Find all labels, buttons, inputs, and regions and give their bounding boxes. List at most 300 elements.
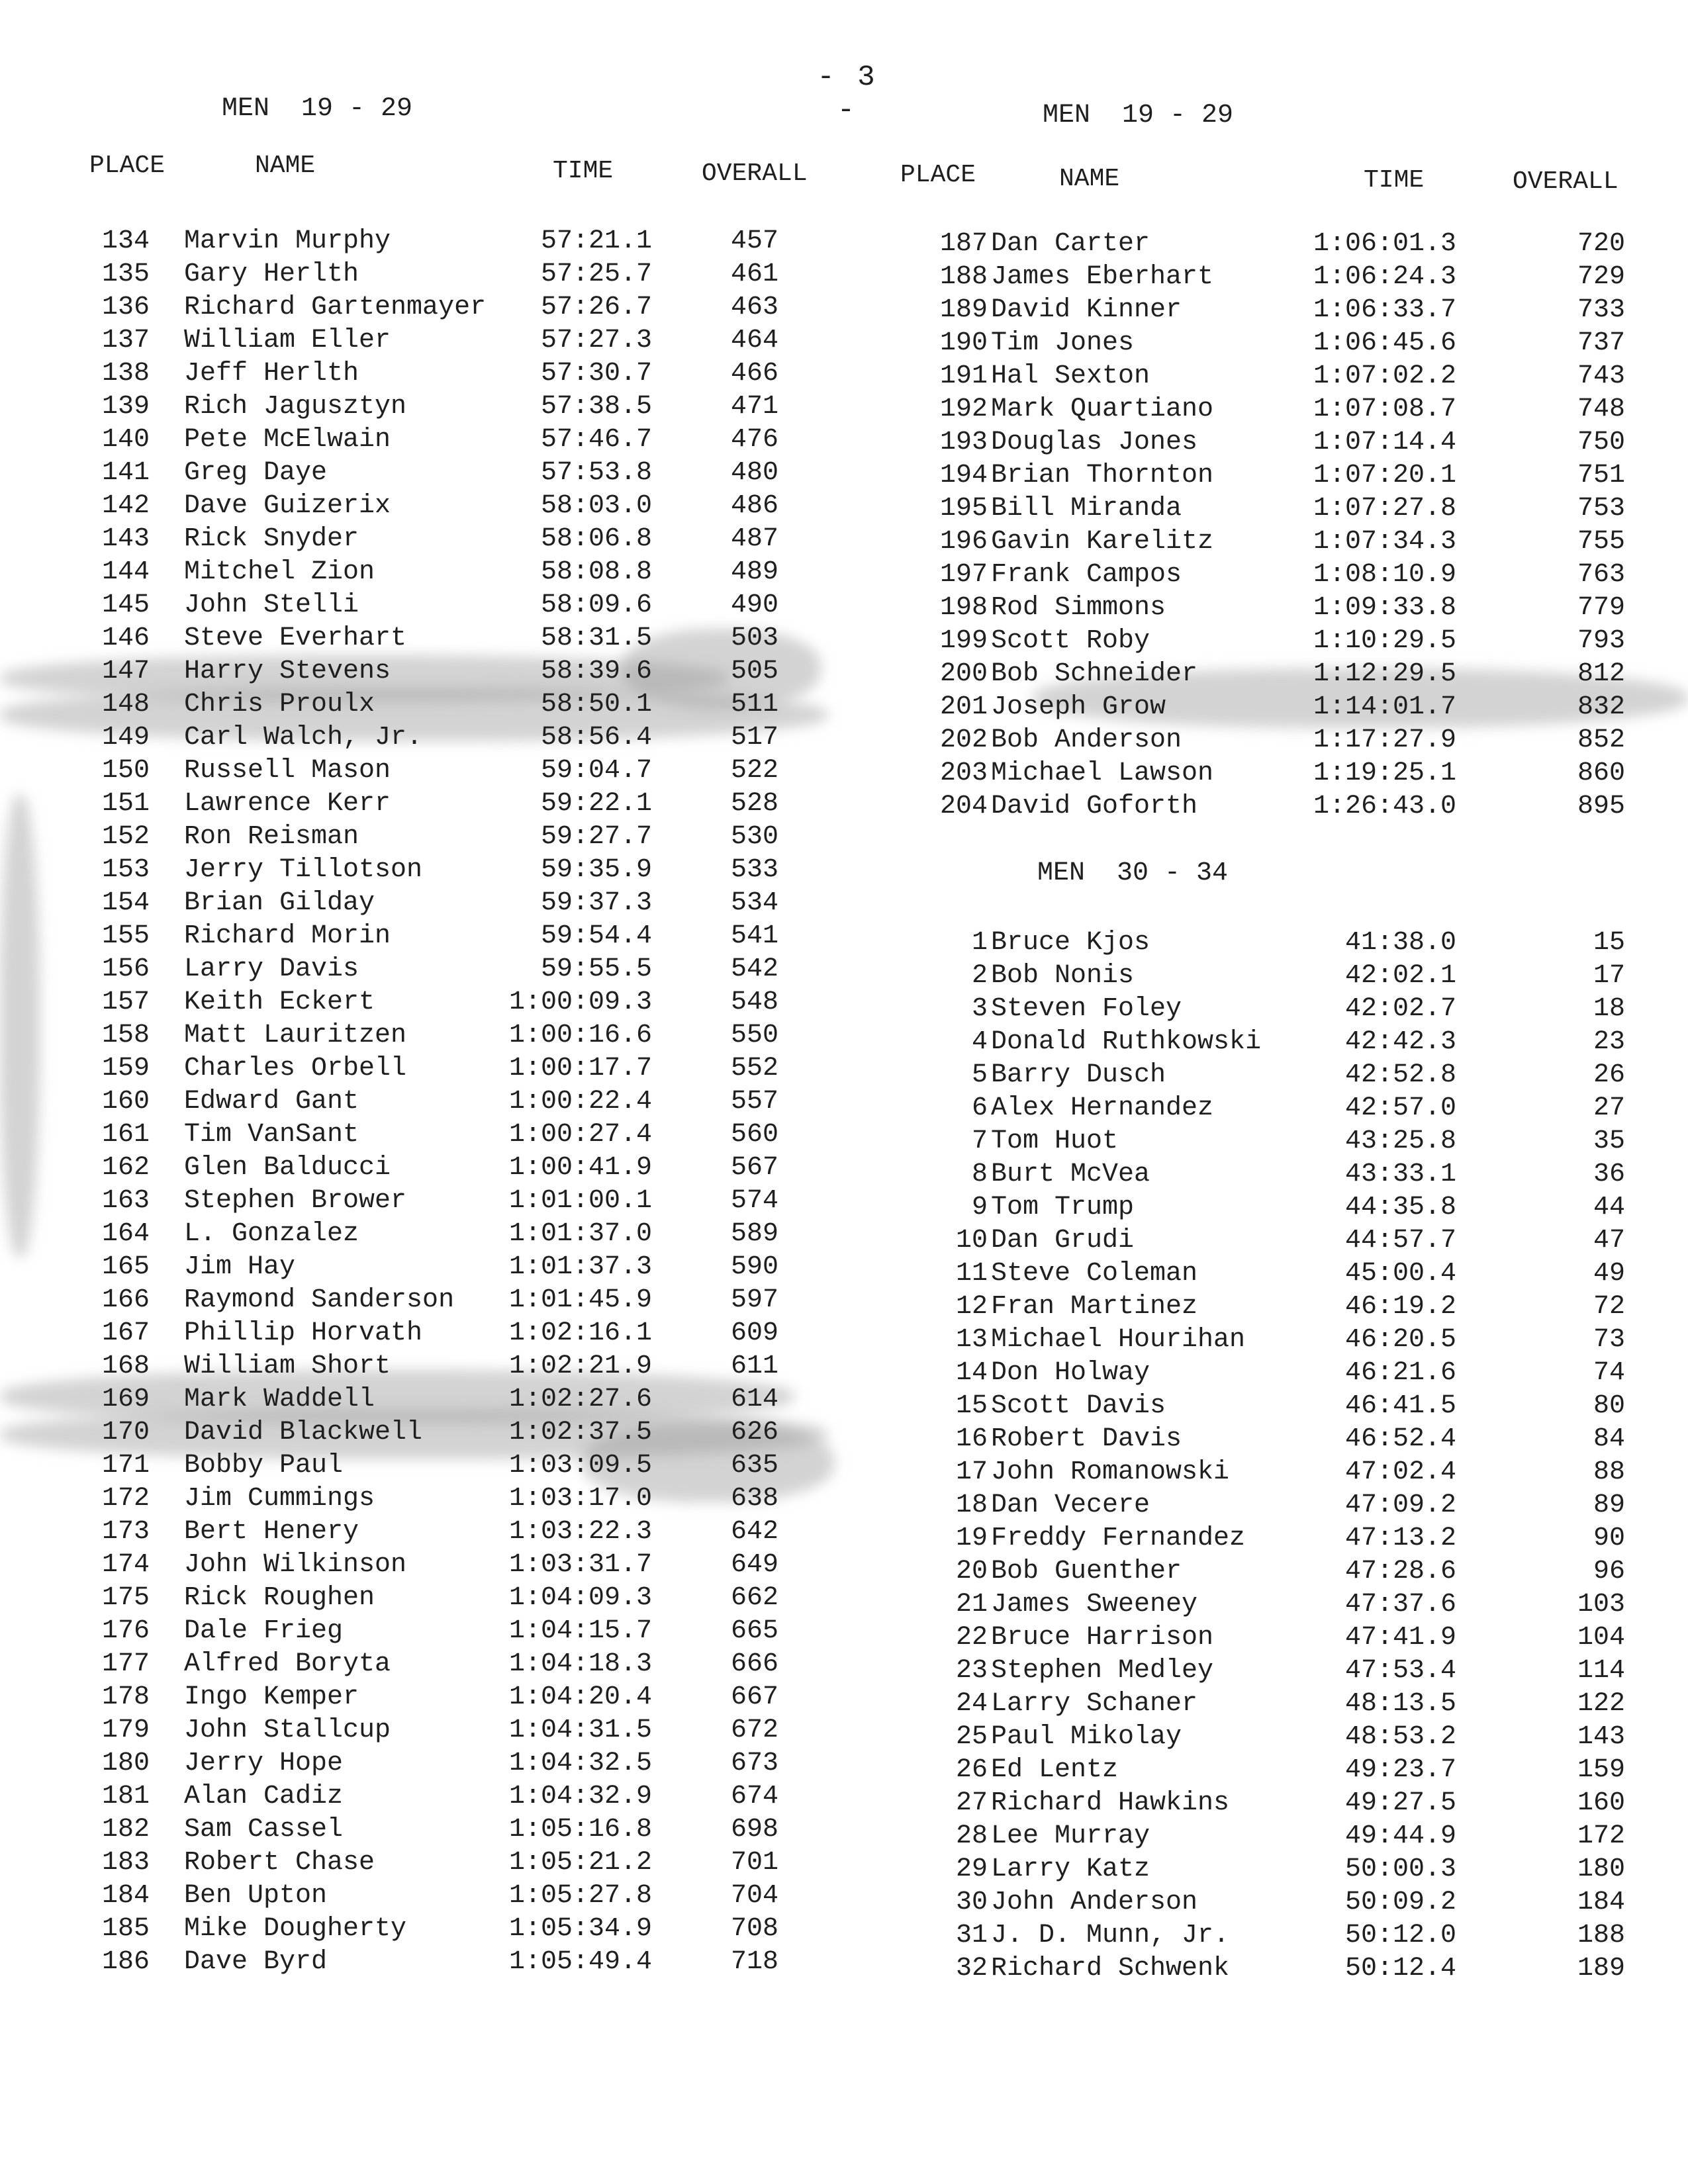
- overall-cell: 667: [731, 1682, 779, 1712]
- name-cell: Larry Schaner: [991, 1689, 1198, 1719]
- place-cell: 22: [955, 1623, 988, 1653]
- overall-cell: 550: [731, 1021, 779, 1050]
- table-row: [0, 953, 844, 986]
- time-cell: 1:03:22.3: [508, 1517, 652, 1547]
- time-cell: 58:56.4: [540, 723, 652, 752]
- place-cell: 16: [955, 1424, 988, 1454]
- place-cell: 186: [101, 1947, 150, 1977]
- time-cell: 46:19.2: [1344, 1292, 1456, 1322]
- overall-cell: 895: [1577, 792, 1625, 821]
- table-row: [844, 724, 1688, 757]
- table-row: [0, 1284, 844, 1317]
- name-cell: Rod Simmons: [991, 593, 1166, 623]
- name-cell: Dave Guizerix: [184, 491, 391, 521]
- place-cell: 1: [971, 928, 988, 958]
- place-cell: 5: [971, 1060, 988, 1090]
- name-cell: Bill Miranda: [991, 494, 1182, 523]
- time-cell: 46:21.6: [1344, 1358, 1456, 1388]
- table-row: [844, 459, 1688, 492]
- place-cell: 145: [101, 590, 150, 620]
- overall-cell: 793: [1577, 626, 1625, 656]
- overall-cell: 574: [731, 1186, 779, 1216]
- name-cell: Tim Jones: [991, 328, 1135, 358]
- time-cell: 57:21.1: [540, 226, 652, 256]
- time-cell: 42:57.0: [1344, 1093, 1456, 1123]
- place-cell: 146: [101, 623, 150, 653]
- overall-cell: 704: [731, 1881, 779, 1911]
- table-row: [0, 721, 844, 754]
- name-cell: J. D. Munn, Jr.: [991, 1921, 1230, 1950]
- table-row: [0, 291, 844, 324]
- overall-cell: 528: [731, 789, 779, 819]
- time-cell: 1:02:21.9: [508, 1351, 652, 1381]
- place-cell: 196: [939, 527, 988, 557]
- overall-cell: 26: [1593, 1060, 1625, 1090]
- section-title-men-19-29: MEN 19 - 29: [222, 94, 413, 124]
- overall-cell: 457: [731, 226, 779, 256]
- name-cell: Sam Cassel: [184, 1815, 344, 1844]
- time-cell: 1:04:32.9: [508, 1782, 652, 1811]
- place-cell: 148: [101, 690, 150, 719]
- name-cell: Burt McVea: [991, 1160, 1150, 1189]
- name-cell: Tom Trump: [991, 1193, 1135, 1222]
- time-cell: 1:03:31.7: [508, 1550, 652, 1580]
- overall-cell: 542: [731, 954, 779, 984]
- time-cell: 59:27.7: [540, 822, 652, 852]
- place-cell: 160: [101, 1087, 150, 1116]
- overall-cell: 180: [1577, 1854, 1625, 1884]
- place-cell: 26: [955, 1755, 988, 1785]
- place-cell: 159: [101, 1054, 150, 1083]
- overall-cell: 184: [1577, 1888, 1625, 1917]
- place-cell: 24: [955, 1689, 988, 1719]
- table-row: [844, 691, 1688, 724]
- place-cell: 170: [101, 1418, 150, 1447]
- table-row: [844, 525, 1688, 559]
- time-cell: 1:14:01.7: [1313, 692, 1456, 722]
- place-cell: 185: [101, 1914, 150, 1944]
- time-cell: 1:00:17.7: [508, 1054, 652, 1083]
- place-cell: 203: [939, 758, 988, 788]
- time-cell: 57:53.8: [540, 458, 652, 488]
- table-row: [844, 327, 1688, 360]
- name-cell: Robert Chase: [184, 1848, 375, 1878]
- place-cell: 195: [939, 494, 988, 523]
- overall-cell: 471: [731, 392, 779, 422]
- time-cell: 1:10:29.5: [1313, 626, 1456, 656]
- name-cell: Larry Davis: [184, 954, 359, 984]
- overall-cell: 590: [731, 1252, 779, 1282]
- table-row: [844, 1621, 1688, 1655]
- table-row: [0, 688, 844, 721]
- time-cell: 1:07:08.7: [1313, 394, 1456, 424]
- place-cell: 2: [971, 961, 988, 991]
- place-cell: 168: [101, 1351, 150, 1381]
- place-cell: 139: [101, 392, 150, 422]
- table-row: [844, 1787, 1688, 1820]
- table-row: [844, 294, 1688, 327]
- table-row: [844, 1489, 1688, 1522]
- name-cell: Marvin Murphy: [184, 226, 391, 256]
- time-cell: 1:04:15.7: [508, 1616, 652, 1646]
- place-cell: 27: [955, 1788, 988, 1818]
- name-cell: Douglas Jones: [991, 428, 1198, 457]
- place-cell: 175: [101, 1583, 150, 1613]
- time-cell: 1:01:45.9: [508, 1285, 652, 1315]
- time-cell: 1:01:37.3: [508, 1252, 652, 1282]
- overall-cell: 597: [731, 1285, 779, 1315]
- time-cell: 42:02.1: [1344, 961, 1456, 991]
- name-cell: Lawrence Kerr: [184, 789, 391, 819]
- place-cell: 151: [101, 789, 150, 819]
- time-cell: 1:00:09.3: [508, 987, 652, 1017]
- table-row: [844, 261, 1688, 294]
- table-row: [844, 1919, 1688, 1952]
- overall-cell: 114: [1577, 1656, 1625, 1686]
- time-cell: 48:53.2: [1344, 1722, 1456, 1752]
- table-row: [0, 1714, 844, 1747]
- table-row: [0, 1185, 844, 1218]
- header-place: PLACE: [900, 161, 976, 189]
- name-cell: Jerry Hope: [184, 1749, 344, 1778]
- overall-cell: 74: [1593, 1358, 1625, 1388]
- time-cell: 1:17:27.9: [1313, 725, 1456, 755]
- time-cell: 1:00:22.4: [508, 1087, 652, 1116]
- place-cell: 15: [955, 1391, 988, 1421]
- table-row: [0, 821, 844, 854]
- name-cell: Mitchel Zion: [184, 557, 375, 587]
- overall-cell: 748: [1577, 394, 1625, 424]
- overall-cell: 15: [1593, 928, 1625, 958]
- overall-cell: 541: [731, 921, 779, 951]
- overall-cell: 701: [731, 1848, 779, 1878]
- section-title-men-19-29: MEN 19 - 29: [1043, 101, 1234, 130]
- place-cell: 158: [101, 1021, 150, 1050]
- table-row: [844, 790, 1688, 823]
- table-row: [844, 1588, 1688, 1621]
- table-row: [844, 1754, 1688, 1787]
- overall-cell: 463: [731, 293, 779, 322]
- name-cell: Alan Cadiz: [184, 1782, 344, 1811]
- table-row: [0, 1913, 844, 1946]
- time-cell: 50:12.0: [1344, 1921, 1456, 1950]
- table-row: [844, 393, 1688, 426]
- place-cell: 189: [939, 295, 988, 325]
- place-cell: 6: [971, 1093, 988, 1123]
- name-cell: Greg Daye: [184, 458, 328, 488]
- name-cell: Rick Roughen: [184, 1583, 375, 1613]
- name-cell: Dale Frieg: [184, 1616, 344, 1646]
- place-cell: 192: [939, 394, 988, 424]
- overall-cell: 505: [731, 657, 779, 686]
- name-cell: Alex Hernandez: [991, 1093, 1214, 1123]
- time-cell: 1:19:25.1: [1313, 758, 1456, 788]
- time-cell: 1:05:21.2: [508, 1848, 652, 1878]
- name-cell: Ingo Kemper: [184, 1682, 359, 1712]
- place-cell: 141: [101, 458, 150, 488]
- time-cell: 57:46.7: [540, 425, 652, 455]
- name-cell: Tom Huot: [991, 1126, 1119, 1156]
- time-cell: 1:02:27.6: [508, 1385, 652, 1414]
- overall-cell: 729: [1577, 262, 1625, 292]
- place-cell: 199: [939, 626, 988, 656]
- time-cell: 58:03.0: [540, 491, 652, 521]
- table-row: [0, 1946, 844, 1979]
- place-cell: 194: [939, 461, 988, 490]
- overall-cell: 737: [1577, 328, 1625, 358]
- table-row: [844, 1026, 1688, 1059]
- name-cell: Lee Murray: [991, 1821, 1150, 1851]
- table-row: [0, 258, 844, 291]
- table-row: [844, 960, 1688, 993]
- name-cell: Robert Davis: [991, 1424, 1182, 1454]
- name-cell: Edward Gant: [184, 1087, 359, 1116]
- name-cell: Ron Reisman: [184, 822, 359, 852]
- name-cell: Larry Katz: [991, 1854, 1150, 1884]
- name-cell: Dan Grudi: [991, 1226, 1135, 1255]
- name-cell: John Anderson: [991, 1888, 1198, 1917]
- overall-cell: 649: [731, 1550, 779, 1580]
- place-cell: 163: [101, 1186, 150, 1216]
- table-row: [844, 1158, 1688, 1191]
- time-cell: 57:38.5: [540, 392, 652, 422]
- time-cell: 59:37.3: [540, 888, 652, 918]
- time-cell: 1:04:31.5: [508, 1715, 652, 1745]
- place-cell: 3: [971, 994, 988, 1024]
- overall-cell: 73: [1593, 1325, 1625, 1355]
- time-cell: 59:22.1: [540, 789, 652, 819]
- table-row: [0, 1880, 844, 1913]
- name-cell: Mark Quartiano: [991, 394, 1214, 424]
- name-cell: Don Holway: [991, 1358, 1150, 1388]
- time-cell: 1:02:16.1: [508, 1318, 652, 1348]
- place-cell: 32: [955, 1954, 988, 1983]
- table-row: [0, 1317, 844, 1350]
- overall-cell: 860: [1577, 758, 1625, 788]
- time-cell: 47:09.2: [1344, 1490, 1456, 1520]
- table-row: [0, 920, 844, 953]
- place-cell: 171: [101, 1451, 150, 1480]
- time-cell: 1:08:10.9: [1313, 560, 1456, 590]
- table-row: [0, 1218, 844, 1251]
- overall-cell: 17: [1593, 961, 1625, 991]
- place-cell: 177: [101, 1649, 150, 1679]
- name-cell: David Kinner: [991, 295, 1182, 325]
- name-cell: James Sweeney: [991, 1590, 1198, 1619]
- name-cell: James Eberhart: [991, 262, 1214, 292]
- name-cell: Dan Vecere: [991, 1490, 1150, 1520]
- overall-cell: 534: [731, 888, 779, 918]
- overall-cell: 672: [731, 1715, 779, 1745]
- table-row: [844, 360, 1688, 393]
- place-cell: 198: [939, 593, 988, 623]
- place-cell: 172: [101, 1484, 150, 1514]
- table-row: [0, 1813, 844, 1846]
- name-cell: David Blackwell: [184, 1418, 423, 1447]
- table-row: [844, 1853, 1688, 1886]
- overall-cell: 673: [731, 1749, 779, 1778]
- name-cell: William Eller: [184, 326, 391, 355]
- place-cell: 7: [971, 1126, 988, 1156]
- table-row: [0, 1681, 844, 1714]
- name-cell: William Short: [184, 1351, 391, 1381]
- overall-cell: 88: [1593, 1457, 1625, 1487]
- table-row: [0, 556, 844, 589]
- overall-cell: 104: [1577, 1623, 1625, 1653]
- overall-cell: 49: [1593, 1259, 1625, 1289]
- table-row: [844, 1456, 1688, 1489]
- name-cell: Richard Hawkins: [991, 1788, 1230, 1818]
- place-cell: 147: [101, 657, 150, 686]
- page-number: - 3 -: [817, 61, 878, 127]
- name-cell: Freddy Fernandez: [991, 1524, 1246, 1553]
- place-cell: 182: [101, 1815, 150, 1844]
- overall-cell: 143: [1577, 1722, 1625, 1752]
- time-cell: 1:00:27.4: [508, 1120, 652, 1150]
- overall-cell: 852: [1577, 725, 1625, 755]
- place-cell: 155: [101, 921, 150, 951]
- place-cell: 191: [939, 361, 988, 391]
- place-cell: 178: [101, 1682, 150, 1712]
- overall-cell: 511: [731, 690, 779, 719]
- place-cell: 144: [101, 557, 150, 587]
- place-cell: 154: [101, 888, 150, 918]
- name-cell: Paul Mikolay: [991, 1722, 1182, 1752]
- name-cell: Rich Jagusztyn: [184, 392, 407, 422]
- overall-cell: 812: [1577, 659, 1625, 689]
- place-cell: 23: [955, 1656, 988, 1686]
- name-cell: Hal Sexton: [991, 361, 1150, 391]
- place-cell: 179: [101, 1715, 150, 1745]
- place-cell: 135: [101, 259, 150, 289]
- time-cell: 1:04:20.4: [508, 1682, 652, 1712]
- overall-cell: 487: [731, 524, 779, 554]
- place-cell: 197: [939, 560, 988, 590]
- place-cell: 169: [101, 1385, 150, 1414]
- name-cell: Barry Dusch: [991, 1060, 1166, 1090]
- overall-cell: 188: [1577, 1921, 1625, 1950]
- time-cell: 1:06:24.3: [1313, 262, 1456, 292]
- table-row: [0, 1549, 844, 1582]
- overall-cell: 72: [1593, 1292, 1625, 1322]
- overall-cell: 461: [731, 259, 779, 289]
- time-cell: 58:31.5: [540, 623, 652, 653]
- overall-cell: 611: [731, 1351, 779, 1381]
- place-cell: 12: [955, 1292, 988, 1322]
- name-cell: Brian Thornton: [991, 461, 1214, 490]
- section-title-men-30-34: MEN 30 - 34: [1037, 858, 1229, 888]
- place-cell: 156: [101, 954, 150, 984]
- table-row: [844, 658, 1688, 691]
- table-row: [0, 490, 844, 523]
- time-cell: 49:23.7: [1344, 1755, 1456, 1785]
- time-cell: 41:38.0: [1344, 928, 1456, 958]
- table-row: [0, 1780, 844, 1813]
- time-cell: 57:30.7: [540, 359, 652, 388]
- header-time: TIME: [1364, 166, 1425, 195]
- table-row: [0, 424, 844, 457]
- place-cell: 201: [939, 692, 988, 722]
- place-cell: 190: [939, 328, 988, 358]
- table-row: [844, 559, 1688, 592]
- overall-cell: 635: [731, 1451, 779, 1480]
- time-cell: 58:06.8: [540, 524, 652, 554]
- table-row: [844, 1291, 1688, 1324]
- table-row: [844, 625, 1688, 658]
- time-cell: 48:13.5: [1344, 1689, 1456, 1719]
- name-cell: John Romanowski: [991, 1457, 1230, 1487]
- name-cell: David Goforth: [991, 792, 1198, 821]
- time-cell: 1:07:20.1: [1313, 461, 1456, 490]
- table-row: [844, 1688, 1688, 1721]
- place-cell: 28: [955, 1821, 988, 1851]
- name-cell: Jeff Herlth: [184, 359, 359, 388]
- overall-cell: 503: [731, 623, 779, 653]
- header-overall: OVERALL: [702, 159, 808, 188]
- header-name: NAME: [255, 152, 316, 180]
- table-row: [844, 1886, 1688, 1919]
- name-cell: Bob Guenther: [991, 1557, 1182, 1586]
- place-cell: 150: [101, 756, 150, 786]
- place-cell: 10: [955, 1226, 988, 1255]
- table-row: [0, 1251, 844, 1284]
- name-cell: John Stallcup: [184, 1715, 391, 1745]
- time-cell: 1:03:17.0: [508, 1484, 652, 1514]
- place-cell: 19: [955, 1524, 988, 1553]
- place-cell: 140: [101, 425, 150, 455]
- overall-cell: 567: [731, 1153, 779, 1183]
- time-cell: 59:04.7: [540, 756, 652, 786]
- time-cell: 47:41.9: [1344, 1623, 1456, 1653]
- place-cell: 166: [101, 1285, 150, 1315]
- overall-cell: 698: [731, 1815, 779, 1844]
- time-cell: 1:04:18.3: [508, 1649, 652, 1679]
- results-list: [844, 228, 1688, 823]
- overall-cell: 522: [731, 756, 779, 786]
- table-row: [844, 1423, 1688, 1456]
- time-cell: 1:07:14.4: [1313, 428, 1456, 457]
- place-cell: 173: [101, 1517, 150, 1547]
- overall-cell: 47: [1593, 1226, 1625, 1255]
- table-row: [844, 592, 1688, 625]
- overall-cell: 763: [1577, 560, 1625, 590]
- place-cell: 157: [101, 987, 150, 1017]
- name-cell: Charles Orbell: [184, 1054, 407, 1083]
- name-cell: Frank Campos: [991, 560, 1182, 590]
- time-cell: 1:12:29.5: [1313, 659, 1456, 689]
- overall-cell: 480: [731, 458, 779, 488]
- overall-cell: 733: [1577, 295, 1625, 325]
- name-cell: Bruce Kjos: [991, 928, 1150, 958]
- table-row: [844, 1191, 1688, 1224]
- name-cell: Tim VanSant: [184, 1120, 359, 1150]
- overall-cell: 753: [1577, 494, 1625, 523]
- table-row: [844, 228, 1688, 261]
- table-row: [0, 788, 844, 821]
- table-row: [844, 1324, 1688, 1357]
- overall-cell: 84: [1593, 1424, 1625, 1454]
- name-cell: Jim Cummings: [184, 1484, 375, 1514]
- place-cell: 134: [101, 226, 150, 256]
- place-cell: 142: [101, 491, 150, 521]
- time-cell: 1:26:43.0: [1313, 792, 1456, 821]
- name-cell: Scott Davis: [991, 1391, 1166, 1421]
- overall-cell: 103: [1577, 1590, 1625, 1619]
- name-cell: Harry Stevens: [184, 657, 391, 686]
- name-cell: Bruce Harrison: [991, 1623, 1214, 1653]
- header-place: PLACE: [89, 152, 165, 180]
- time-cell: 47:37.6: [1344, 1590, 1456, 1619]
